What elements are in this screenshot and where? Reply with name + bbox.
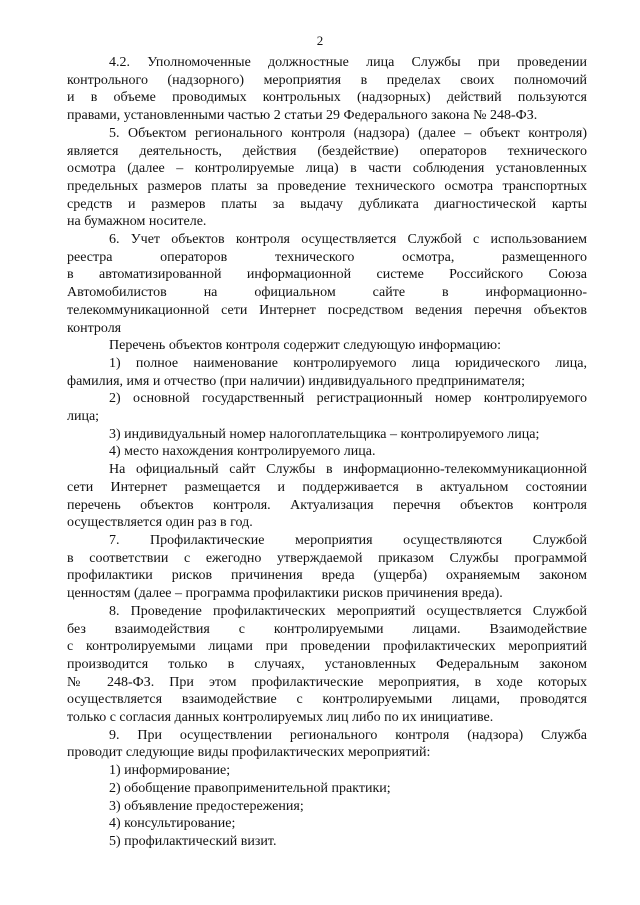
paragraph-5 (67, 125, 587, 231)
text-line: 5) профилактический визит. (109, 833, 277, 849)
document-body (67, 54, 587, 851)
text-line: телекоммуникационной сети Интернет посредством ведения перечня объектов (67, 302, 587, 318)
text-line: сети Интернет размещается и поддерживается в актуальном состоянии (67, 479, 587, 495)
text-line: производится только в случаях, установленных Федеральным законом (67, 656, 587, 672)
paragraph-8 (67, 603, 587, 727)
text-line: фамилия, имя и отчество (при наличии) индивидуального предпринимателя; (67, 373, 525, 389)
text-line: правами, установленными частью 2 статьи 29 Федерального закона № 248-ФЗ. (67, 108, 538, 124)
list-item-3 (67, 426, 587, 444)
text-line: Перечень объектов контроля содержит следующую информацию: (109, 338, 501, 354)
list-item-1 (67, 355, 587, 390)
text-line: контроля (67, 320, 122, 336)
text-line: лица; (67, 409, 100, 425)
text-line: осуществляется взаимодействие с контролируемыми лицами, проводятся (67, 692, 587, 708)
text-line: осуществляется один раз в год. (67, 515, 253, 531)
text-line: на бумажном носителе. (67, 214, 207, 230)
text-line: 4.2. Уполномоченные должностные лица Службы при проведении (109, 55, 587, 70)
text-line: 1) информирование; (109, 763, 231, 779)
text-line: перечень объектов контроля. Актуализация перечня объектов контроля (67, 497, 587, 513)
text-line: 1) полное наименование контролируемого лица юридического лица, (109, 355, 587, 371)
text-line: 7. Профилактические мероприятия осуществляются Службой (109, 532, 587, 548)
text-line: контрольного (надзорного) мероприятия в пределах своих полномочий (67, 72, 587, 88)
text-line: в автоматизированной информационной системе Российского Союза (67, 267, 587, 283)
paragraph-list-intro (67, 337, 587, 355)
text-line: предельных размеров платы за проведение технического осмотра транспортных (67, 178, 587, 194)
paragraph-website (67, 461, 587, 532)
text-line: 2) обобщение правоприменительной практики; (109, 780, 391, 796)
text-line: ценностям (далее – программа профилактики рисков причинения вреда). (67, 586, 503, 602)
text-line: 8. Проведение профилактических мероприятий осуществляется Службой (109, 603, 587, 619)
text-line: только с согласия данных контролируемых лиц либо по их инициативе. (67, 710, 494, 726)
activity-item-5 (67, 833, 587, 851)
text-line: является деятельность, действия (бездействие) операторов технического (67, 143, 587, 159)
activity-item-3 (67, 798, 587, 816)
text-line: № 248-ФЗ. При этом профилактические мероприятия, в ходе которых (67, 674, 587, 690)
paragraph-4-2 (67, 54, 587, 125)
text-line: с контролируемыми лицами при проведении профилактических мероприятий (67, 639, 587, 655)
text-line: 2) основной государственный регистрационный номер контролируемого (109, 391, 587, 407)
text-line: реестра операторов технического осмотра, размещенного (67, 249, 587, 265)
text-line: 5. Объектом регионального контроля (надзора) (далее – объект контроля) (109, 125, 587, 141)
paragraph-9 (67, 727, 587, 762)
text-line: осмотра (далее – контролируемые лица) в части соблюдения установленных (67, 161, 587, 177)
text-line: 4) консультирование; (109, 816, 236, 832)
text-line: На официальный сайт Службы в информационно-телекоммуникационной (109, 462, 587, 478)
page-number: 2 (316, 33, 324, 48)
text-line: средств и размеров платы за выдачу дубликата диагностической карты (67, 196, 587, 212)
text-line: в соответствии с ежегодно утверждаемой приказом Службы программой (67, 550, 587, 566)
text-line: 4) место нахождения контролируемого лица. (109, 444, 376, 460)
activity-item-2 (67, 780, 587, 798)
paragraph-6 (67, 231, 587, 337)
activity-item-1 (67, 762, 587, 780)
list-item-4 (67, 443, 587, 461)
text-line: 6. Учет объектов контроля осуществляется Службой с использованием (109, 232, 587, 248)
text-line: без взаимодействия с контролируемыми лицами. Взаимодействие (67, 621, 587, 637)
text-line: Автомобилистов на официальном сайте в информационно- (67, 285, 587, 301)
text-line: 9. При осуществлении регионального контроля (надзора) Служба (109, 727, 587, 743)
text-line: проводит следующие виды профилактических мероприятий: (67, 745, 431, 761)
text-line: 3) индивидуальный номер налогоплательщика – контролируемого лица; (109, 426, 540, 442)
paragraph-7 (67, 532, 587, 603)
text-line: и в объеме проводимых контрольных (надзорных) действий пользуются (67, 90, 587, 106)
activity-item-4 (67, 815, 587, 833)
text-line: профилактики рисков причинения вреда (ущерба) охраняемым законом (67, 568, 587, 584)
text-line: 3) объявление предостережения; (109, 798, 304, 814)
list-item-2 (67, 390, 587, 425)
